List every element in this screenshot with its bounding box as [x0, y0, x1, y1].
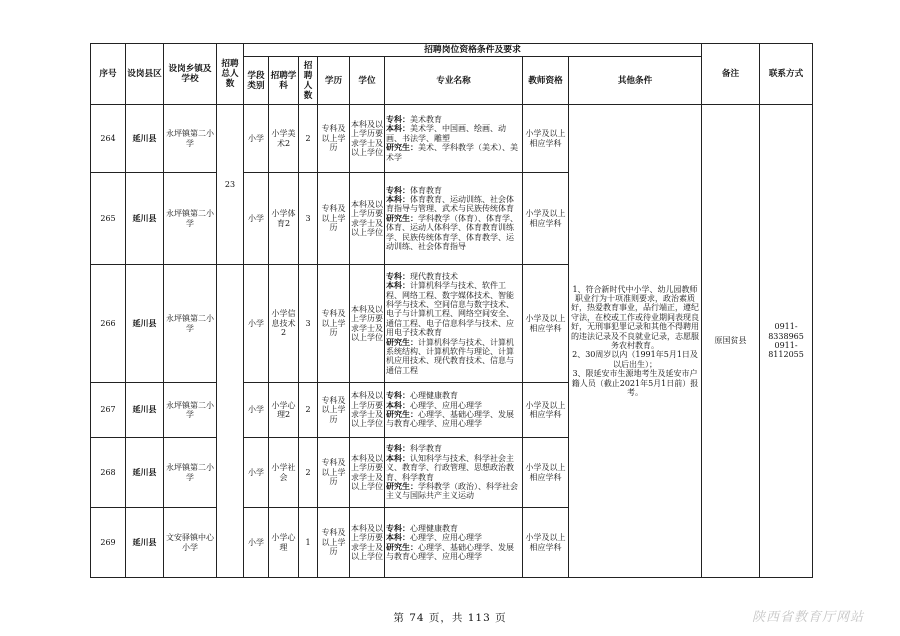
- row-no: 266: [91, 265, 126, 383]
- row-count: 2: [299, 383, 318, 438]
- row-teacher-cert: 小学及以上相应学科: [523, 383, 569, 438]
- row-count: 3: [299, 173, 318, 265]
- header-contact: 联系方式: [760, 44, 813, 105]
- major-line: 专科：现代教育技术: [386, 270, 458, 281]
- row-teacher-cert: 小学及以上相应学科: [523, 508, 569, 578]
- contact: [760, 105, 813, 578]
- contact-phone-1: 0911-8338965: [768, 322, 804, 341]
- row-no: 265: [91, 173, 126, 265]
- other-conditions: [569, 105, 702, 578]
- condition-2: 2、30周岁以内（1991年5月1日及以后出生）；: [572, 350, 698, 369]
- row-stage: 小学: [244, 383, 269, 438]
- row-subject: 小学美术2: [269, 105, 299, 173]
- row-degree: 本科及以上学历要求学士及以上学位: [350, 438, 385, 508]
- row-major: [385, 438, 523, 508]
- header-stage: 学段类别: [244, 57, 269, 105]
- row-count: 1: [299, 508, 318, 578]
- row-county: 延川县: [126, 265, 164, 383]
- row-major: [385, 173, 523, 265]
- header-count: 招聘人数: [299, 57, 318, 105]
- major-line: 研究生：计算机科学与技术、计算机系统结构、计算机软件与理论、计算机应用技术、现代教育技术、信息与通信工程: [386, 336, 514, 375]
- row-stage: 小学: [244, 508, 269, 578]
- row-teacher-cert: 小学及以上相应学科: [523, 265, 569, 383]
- row-subject: 小学心理2: [269, 383, 299, 438]
- row-subject: 小学社会: [269, 438, 299, 508]
- header-degree: 学位: [350, 57, 385, 105]
- major-line: 专科：体育教育: [386, 184, 442, 195]
- row-subject: 小学体育2: [269, 173, 299, 265]
- row-school: 永坪镇第二小学: [164, 265, 217, 383]
- row-education: 专科及以上学历: [318, 508, 350, 578]
- row-count: 2: [299, 105, 318, 173]
- header-county: 设岗县区: [126, 44, 164, 105]
- row-major: [385, 383, 523, 438]
- row-stage: 小学: [244, 105, 269, 173]
- row-no: 267: [91, 383, 126, 438]
- row-teacher-cert: 小学及以上相应学科: [523, 438, 569, 508]
- row-major: [385, 105, 523, 173]
- major-line: 专科：心理健康教育: [386, 390, 458, 401]
- row-degree: 本科及以上学历要求学士及以上学位: [350, 508, 385, 578]
- row-no: 264: [91, 105, 126, 173]
- header-teacher-cert: 教师资格: [523, 57, 569, 105]
- row-degree: 本科及以上学历要求学士及以上学位: [350, 173, 385, 265]
- header-total: 招聘总人数: [217, 44, 244, 105]
- watermark: 陕西省教育厅网站: [752, 610, 865, 625]
- row-education: 专科及以上学历: [318, 438, 350, 508]
- row-education: 专科及以上学历: [318, 265, 350, 383]
- table-row: [91, 105, 813, 173]
- row-degree: 本科及以上学历要求学士及以上学位: [350, 383, 385, 438]
- major-line: 专科：心理健康教育: [386, 522, 458, 533]
- header-subject: 招聘学科: [269, 57, 299, 105]
- header-school: 设岗乡镇及学校: [164, 44, 217, 105]
- major-line: 本科：计算机科学与技术、软件工程、网络工程、数字媒体技术、智能科学与技术、空间信息与数字技术、电子与计算机工程、网络空间安全、通信工程、电子信息科学与技术、应用电子技术教育: [386, 280, 514, 338]
- row-subject: 小学信息技术2: [269, 265, 299, 383]
- page-footer: 第 74 页，共 113 页: [393, 612, 507, 624]
- row-county: 延川县: [126, 508, 164, 578]
- row-major: [385, 508, 523, 578]
- row-count: 2: [299, 438, 318, 508]
- major-line: 研究生：学科教学（政治）、科学社会主义与国际共产主义运动: [386, 480, 518, 501]
- header-other: 其他条件: [569, 57, 702, 105]
- row-county: 延川县: [126, 383, 164, 438]
- header-remark: 备注: [702, 44, 760, 105]
- row-school: 永坪镇第二小学: [164, 105, 217, 173]
- major-line: 本科：心理学、应用心理学: [386, 399, 482, 410]
- row-stage: 小学: [244, 265, 269, 383]
- major-line: 研究生：心理学、基础心理学、发展与教育心理学、应用心理学: [386, 541, 514, 561]
- recruitment-table: [90, 43, 813, 578]
- header-no: 序号: [91, 44, 126, 105]
- condition-1: 1、符合新时代中小学、幼儿园教师职业行为十项准则要求，政治素质好，热爱教育事业，品行端正，遵纪守法，在校或工作或待业期间表现良好，无刑事犯罪记录和其他不得聘用的违法记录及不良就业记录，志愿服务农村教育。: [571, 284, 700, 350]
- major-line: 专科：科学教育: [386, 443, 442, 454]
- major-line: 研究生：学科教学（体育）、体育学、体育、运动人体科学、体育教育训练学、民族传统体育学、体育教学、运动训练、社会体育指导: [386, 212, 518, 252]
- row-school: 文安驿镇中心小学: [164, 508, 217, 578]
- row-education: 专科及以上学历: [318, 383, 350, 438]
- row-county: 延川县: [126, 438, 164, 508]
- group-total-continued: [217, 265, 244, 578]
- contact-phone-2: 0911-8112055: [768, 341, 804, 360]
- row-no: 268: [91, 438, 126, 508]
- major-line: 专科：美术教育: [386, 113, 442, 124]
- row-degree: 本科及以上学历要求学士及以上学位: [350, 265, 385, 383]
- row-school: 永坪镇第二小学: [164, 173, 217, 265]
- row-county: 延川县: [126, 173, 164, 265]
- major-line: 本科：心理学、应用心理学: [386, 532, 482, 543]
- row-education: 专科及以上学历: [318, 105, 350, 173]
- major-line: 本科：认知科学与技术、科学社会主义、教育学、行政管理、思想政治教育、科学教育: [386, 452, 514, 482]
- row-school: 永坪镇第二小学: [164, 383, 217, 438]
- row-subject: 小学心理: [269, 508, 299, 578]
- group-total: 23: [217, 105, 244, 265]
- row-degree: 本科及以上学历要求学士及以上学位: [350, 105, 385, 173]
- row-school: 永坪镇第二小学: [164, 438, 217, 508]
- row-teacher-cert: 小学及以上相应学科: [523, 173, 569, 265]
- row-stage: 小学: [244, 173, 269, 265]
- row-teacher-cert: 小学及以上相应学科: [523, 105, 569, 173]
- row-stage: 小学: [244, 438, 269, 508]
- remark: 原国贫县: [702, 105, 760, 578]
- condition-3: 3、限延安市生源地考生及延安市户籍人员（截止2021年5月1日前）报考。: [571, 369, 699, 398]
- row-no: 269: [91, 508, 126, 578]
- major-line: 本科：美术学、中国画、绘画、动画、书法学、雕塑: [386, 123, 506, 143]
- row-county: 延川县: [126, 105, 164, 173]
- major-line: 研究生：美术、学科教学（美术）、美术学: [386, 142, 518, 162]
- header-education: 学历: [318, 57, 350, 105]
- major-line: 研究生：心理学、基础心理学、发展与教育心理学、应用心理学: [386, 409, 514, 429]
- row-education: 专科及以上学历: [318, 173, 350, 265]
- major-line: 本科：体育教育、运动训练、社会体育指导与管理、武术与民族传统体育: [386, 193, 514, 214]
- header-requirements: 招聘岗位资格条件及要求: [244, 44, 702, 57]
- header-major: 专业名称: [385, 57, 523, 105]
- row-count: 3: [299, 265, 318, 383]
- row-major: [385, 265, 523, 383]
